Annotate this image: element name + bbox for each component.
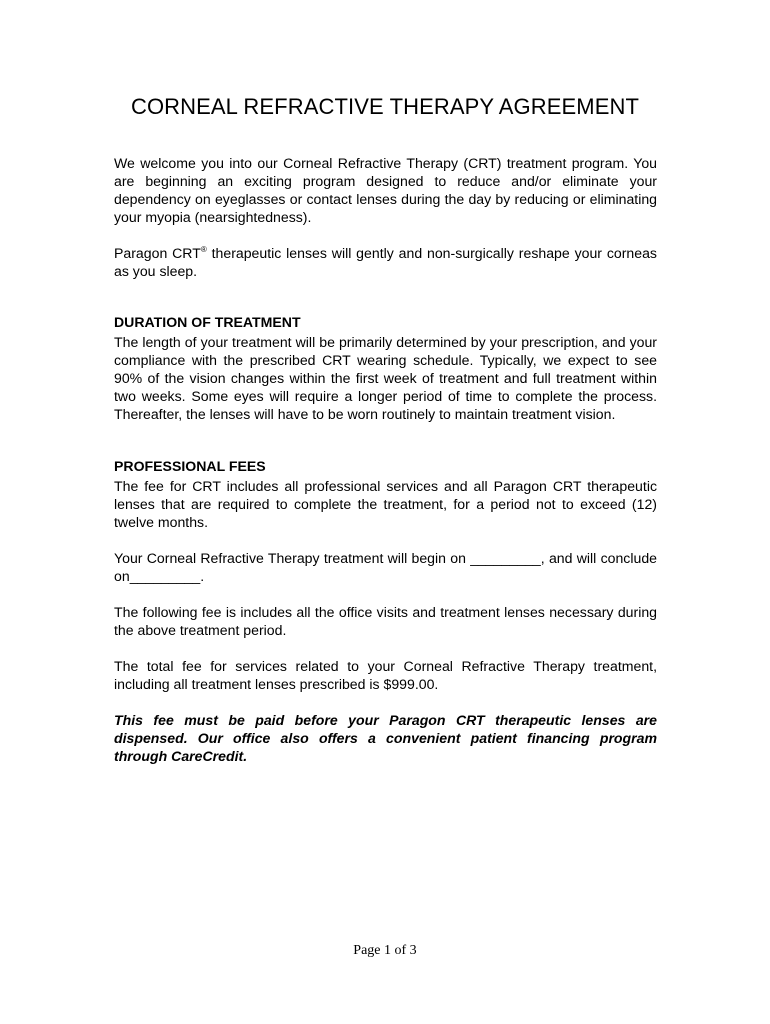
intro-paragraph: We welcome you into our Corneal Refractive Therapy (CRT) treatment program. You are beginning an exciting program designed to reduce and/or eliminate your dependency on eyeglasses or contact lenses during the day by reducing or eliminating your myopia (nearsightedness). [114,155,657,225]
fees-paragraph-3: The following fee is includes all the office visits and treatment lenses necessary during the above treatment period. [114,604,657,638]
total-fee-paragraph: The total fee for services related to your Corneal Refractive Therapy treatment, including all treatment lenses prescribed is $999.00. [114,658,657,692]
fees-heading: PROFESSIONAL FEES [114,458,266,474]
treatment-dates-paragraph [114,549,657,585]
document-body [114,154,657,783]
registered-mark: ® [200,245,207,254]
period-text: . [200,568,205,584]
conclude-date-blank[interactable]: _________ [129,568,201,584]
conclude-text: , and will conclude on [114,550,657,584]
document-title: CORNEAL REFRACTIVE THERAPY AGREEMENT [130,94,640,119]
paragon-rest-text: therapeutic lenses will gently and non-surgically reshape your corneas as you sleep. [114,245,657,279]
paragon-crt-text: Paragon CRT [114,245,201,261]
begin-text: Your Corneal Refractive Therapy treatment will begin on [114,550,471,566]
duration-paragraph: The length of your treatment will be primarily determined by your prescription, and your compliance with the prescribed CRT wearing schedule. Typically, we expect to see 90% of the vision changes within the first week of treatment and full treatment within two weeks. Some eyes will require a longer period of time to complete the process. Thereafter, the lenses will have to be worn routinely to maintain treatment vision. [114,334,657,422]
paragon-paragraph [114,244,657,280]
page-number: Page 1 of 3 [353,943,417,958]
duration-heading: DURATION OF TREATMENT [114,314,301,330]
fees-paragraph-1: The fee for CRT includes all professional services and all Paragon CRT therapeutic lenses that are required to complete the treatment, for a period not to exceed (12) twelve months. [114,478,657,530]
begin-date-blank[interactable]: _________ [470,550,541,566]
payment-notice: This fee must be paid before your Paragon CRT therapeutic lenses are dispensed. Our office also offers a convenient patient financing program through CareCredit. [114,712,657,764]
